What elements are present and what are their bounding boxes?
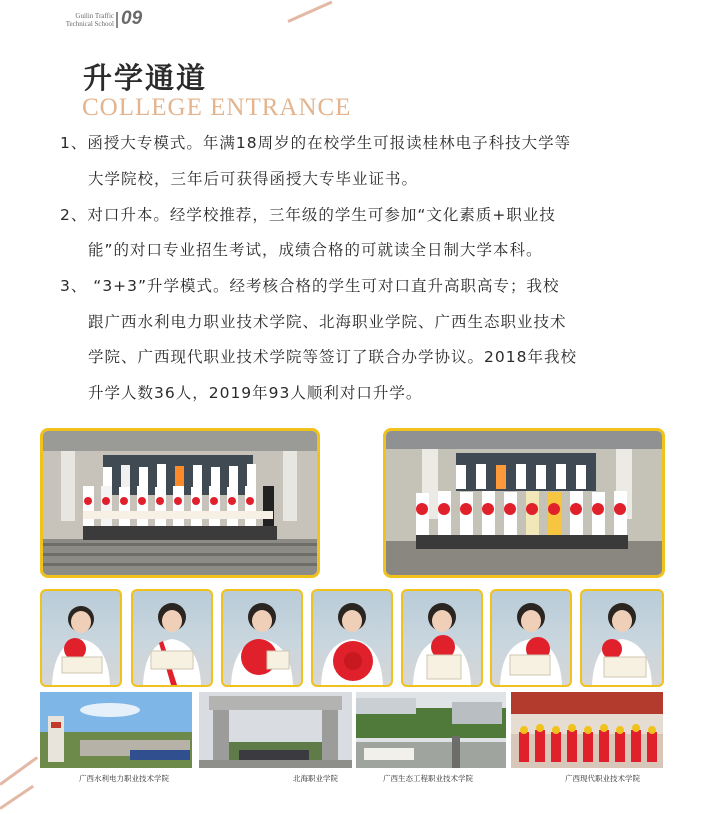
group-photo-left <box>40 428 320 578</box>
portrait-photo-1-image <box>42 591 120 685</box>
paragraph-2-line-1: 2、对口升本。经学校推荐，三年级的学生可参加“文化素质+职业技 <box>60 206 556 224</box>
portrait-photo-4 <box>311 589 393 687</box>
paragraph-2-line-2: 能”的对口专业招生考试，成绩合格的可就读全日制大学本科。 <box>88 241 543 259</box>
paragraph-1-line-2: 大学院校，三年后可获得函授大专毕业证书。 <box>88 170 419 188</box>
portrait-photo-2-image <box>133 591 211 685</box>
portrait-photo-3 <box>221 589 303 687</box>
campus-photo-2 <box>199 692 352 768</box>
campus-photo-1 <box>40 692 192 768</box>
page-number: 09 <box>121 8 143 29</box>
paragraph-1-line-1: 1、函授大专模式。年满18周岁的在校学生可报读桂林电子科技大学等 <box>60 134 572 152</box>
decorative-line-top <box>287 1 332 23</box>
header-divider <box>116 12 118 28</box>
portrait-photo-5-image <box>403 591 481 685</box>
paragraph-3-line-3: 学院、广西现代职业技术学院等签订了联合办学协议。2018年我校 <box>88 348 577 366</box>
portrait-photo-3-image <box>223 591 301 685</box>
caption-campus-4: 广西现代职业技术学院 <box>565 774 640 783</box>
campus-photo-2-image <box>199 692 352 768</box>
portrait-photo-6-image <box>492 591 570 685</box>
decorative-line-bottom-left-2 <box>0 785 34 810</box>
caption-campus-2: 北海职业学院 <box>293 774 338 783</box>
campus-photo-4 <box>511 692 663 768</box>
portrait-photo-7-image <box>582 591 662 685</box>
paragraph-3-line-1: 3、 “3+3”升学模式。经考核合格的学生可对口直升高职高专；我校 <box>60 277 560 295</box>
page-subtitle: COLLEGE ENTRANCE <box>82 94 352 121</box>
portrait-photo-7 <box>580 589 664 687</box>
group-photo-right <box>383 428 665 578</box>
group-photo-right-image <box>386 431 662 575</box>
portrait-photo-6 <box>490 589 572 687</box>
campus-photo-3 <box>356 692 506 768</box>
campus-photo-3-image <box>356 692 506 768</box>
caption-campus-1: 广西水利电力职业技术学院 <box>79 774 169 783</box>
portrait-photo-5 <box>401 589 483 687</box>
portrait-photo-4-image <box>313 591 391 685</box>
portrait-photo-1 <box>40 589 122 687</box>
decorative-line-bottom-left-1 <box>0 756 38 785</box>
page-title: 升学通道 <box>83 61 208 95</box>
paragraph-3-line-2: 跟广西水利电力职业技术学院、北海职业学院、广西生态职业技术 <box>88 313 567 331</box>
school-name-line2: Technical School <box>65 20 114 28</box>
paragraph-3-line-4: 升学人数36人，2019年93人顺利对口升学。 <box>88 384 423 402</box>
group-photo-left-image <box>43 431 317 575</box>
school-name-line1: Guilin Traffic <box>75 12 114 20</box>
campus-photo-1-image <box>40 692 192 768</box>
caption-campus-3: 广西生态工程职业技术学院 <box>383 774 473 783</box>
campus-photo-4-image <box>511 692 663 768</box>
portrait-photo-2 <box>131 589 213 687</box>
school-name <box>52 12 114 28</box>
